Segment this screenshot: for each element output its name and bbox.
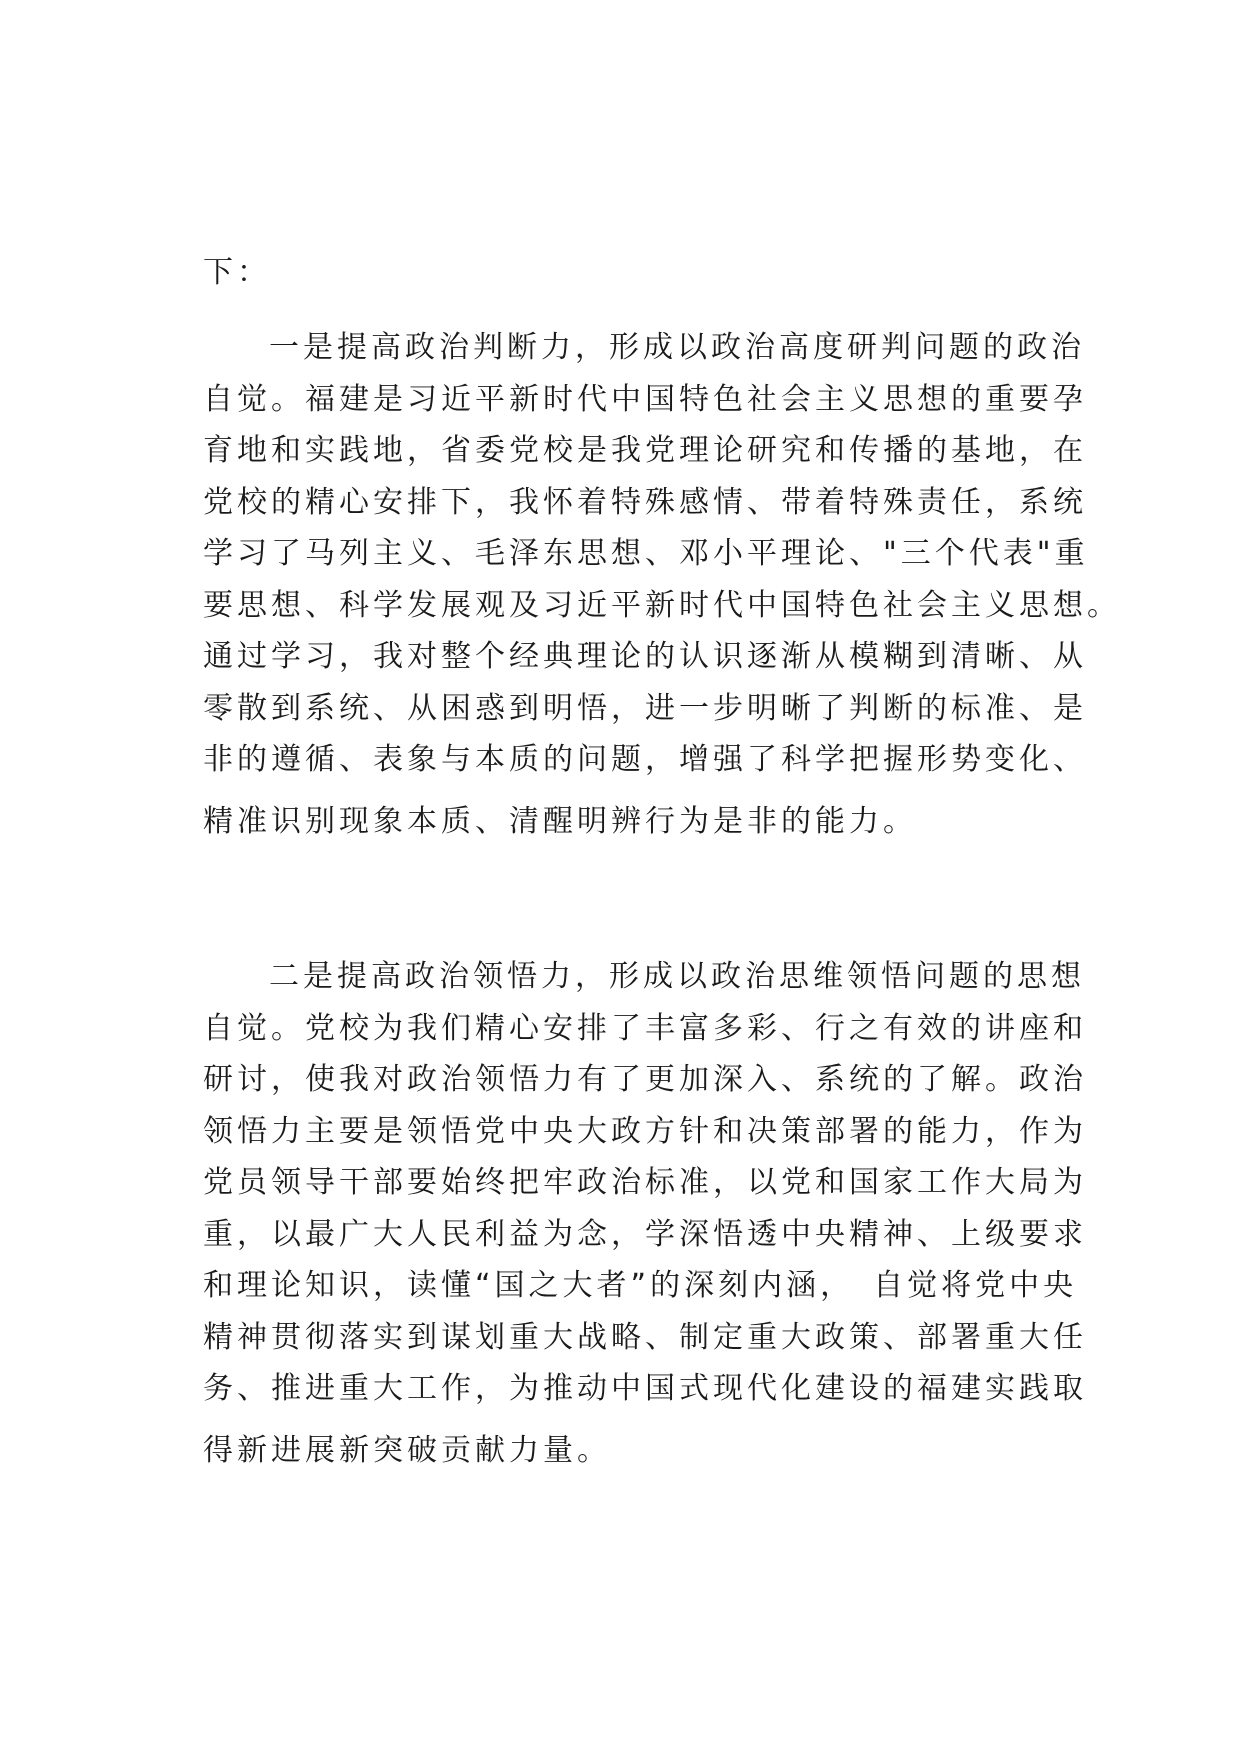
text-line: 下： <box>203 255 271 290</box>
text-line: 和理论知识，读懂“国之大者”的深刻内涵， 自觉将党中央 <box>203 1268 1078 1303</box>
text-line: 一是提高政治判断力，形成以政治高度研判问题的政治 <box>269 330 1085 365</box>
text-line: 零散到系统、从困惑到明悟，进一步明晰了判断的标准、是 <box>203 690 1087 726</box>
text-line: 领悟力主要是领悟党中央大政方针和决策部署的能力，作为 <box>203 1113 1087 1149</box>
text-line: 要思想、科学发展观及习近平新时代中国特色社会主义思想。 <box>203 587 1121 623</box>
text-line: 非的遵循、表象与本质的问题，增强了科学把握形势变化、 <box>203 742 1087 777</box>
continuation-text <box>203 247 1065 299</box>
text-line: 务、推进重大工作，为推动中国式现代化建设的福建实践取 <box>203 1371 1087 1406</box>
text-line: 党校的精心安排下，我怀着特殊感情、带着特殊责任，系统 <box>203 484 1087 520</box>
text-line: 育地和实践地，省委党校是我党理论研究和传播的基地，在 <box>203 433 1087 468</box>
text-line: 得新进展新突破贡献力量。 <box>203 1432 611 1468</box>
text-line: 研讨，使我对政治领悟力有了更加深入、系统的了解。政治 <box>203 1062 1087 1097</box>
text-line: 自觉。福建是习近平新时代中国特色社会主义思想的重要孕 <box>203 381 1087 417</box>
text-line: 重，以最广大人民利益为念，学深悟透中央精神、上级要求 <box>203 1216 1087 1252</box>
text-line: 精准识别现象本质、清醒明辨行为是非的能力。 <box>203 803 917 839</box>
text-line: 二是提高政治领悟力，形成以政治思维领悟问题的思想 <box>269 959 1085 994</box>
paragraph-political-understanding <box>203 951 1087 1476</box>
text-line: 通过学习，我对整个经典理论的认识逐渐从模糊到清晰、从 <box>203 639 1087 674</box>
paragraph-political-judgment <box>203 322 1121 847</box>
text-line: 自觉。党校为我们精心安排了丰富多彩、行之有效的讲座和 <box>203 1010 1087 1046</box>
text-line: 党员领导干部要始终把牢政治标准，以党和国家工作大局为 <box>203 1165 1087 1200</box>
text-line: 精神贯彻落实到谋划重大战略、制定重大政策、部署重大任 <box>203 1319 1087 1355</box>
text-line: 学习了马列主义、毛泽东思想、邓小平理论、"三个代表"重 <box>203 536 1089 571</box>
